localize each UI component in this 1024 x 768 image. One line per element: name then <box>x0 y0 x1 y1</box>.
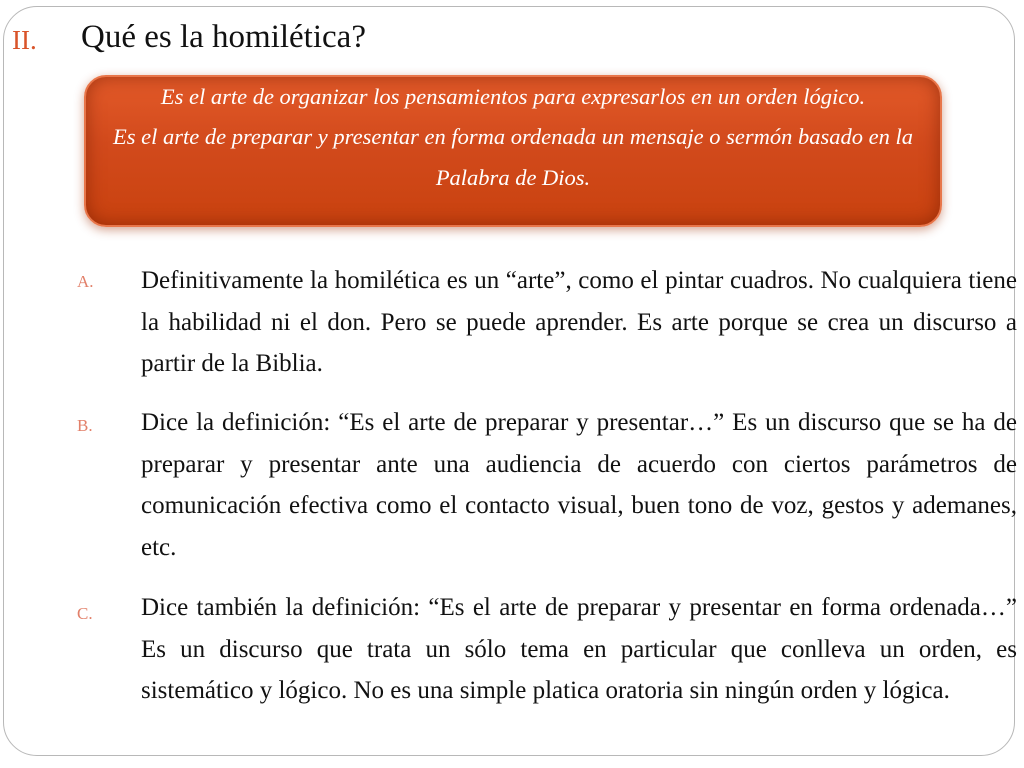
definition-line-1: Es el arte de organizar los pensamientos para expresarlos en un orden lógico. <box>160 84 866 109</box>
slide-frame <box>3 6 1015 756</box>
bullet-text: Dice también la definición: “Es el arte de preparar y presentar en forma ordenada…” Es un discurso que trata un sólo tema en particular que conlleva un orden, es sistemático y lógico. No es una simple platica oratoria sin ningún orden y lógica. <box>141 594 1017 704</box>
bullet-text: Definitivamente la homilética es un “arte”, como el pintar cuadros. No cualquiera tiene la habilidad ni el don. Pero se puede aprender. Es arte porque se crea un discurso a partir de la Biblia. <box>141 267 1017 377</box>
bullet-letter: A. <box>77 272 94 291</box>
title-number: II. <box>12 25 37 55</box>
slide-title <box>4 19 1014 63</box>
bullet-text: Dice la definición: “Es el arte de preparar y presentar…” Es un discurso que se ha de preparar y presentar ante una audiencia de acuerdo con ciertos parámetros de comunicación efectiva como el contacto visual, buen tono de voz, gestos y ademanes, etc. <box>141 409 1017 561</box>
definition-line-2: Es el arte de preparar y presentar en forma ordenada un mensaje o sermón basado en la Palabra de Dios. <box>113 124 913 190</box>
definition-box <box>84 75 942 227</box>
bullet-letter: C. <box>77 604 93 623</box>
title-text: Qué es la homilética? <box>81 19 366 55</box>
bullet-letter: B. <box>77 416 93 435</box>
